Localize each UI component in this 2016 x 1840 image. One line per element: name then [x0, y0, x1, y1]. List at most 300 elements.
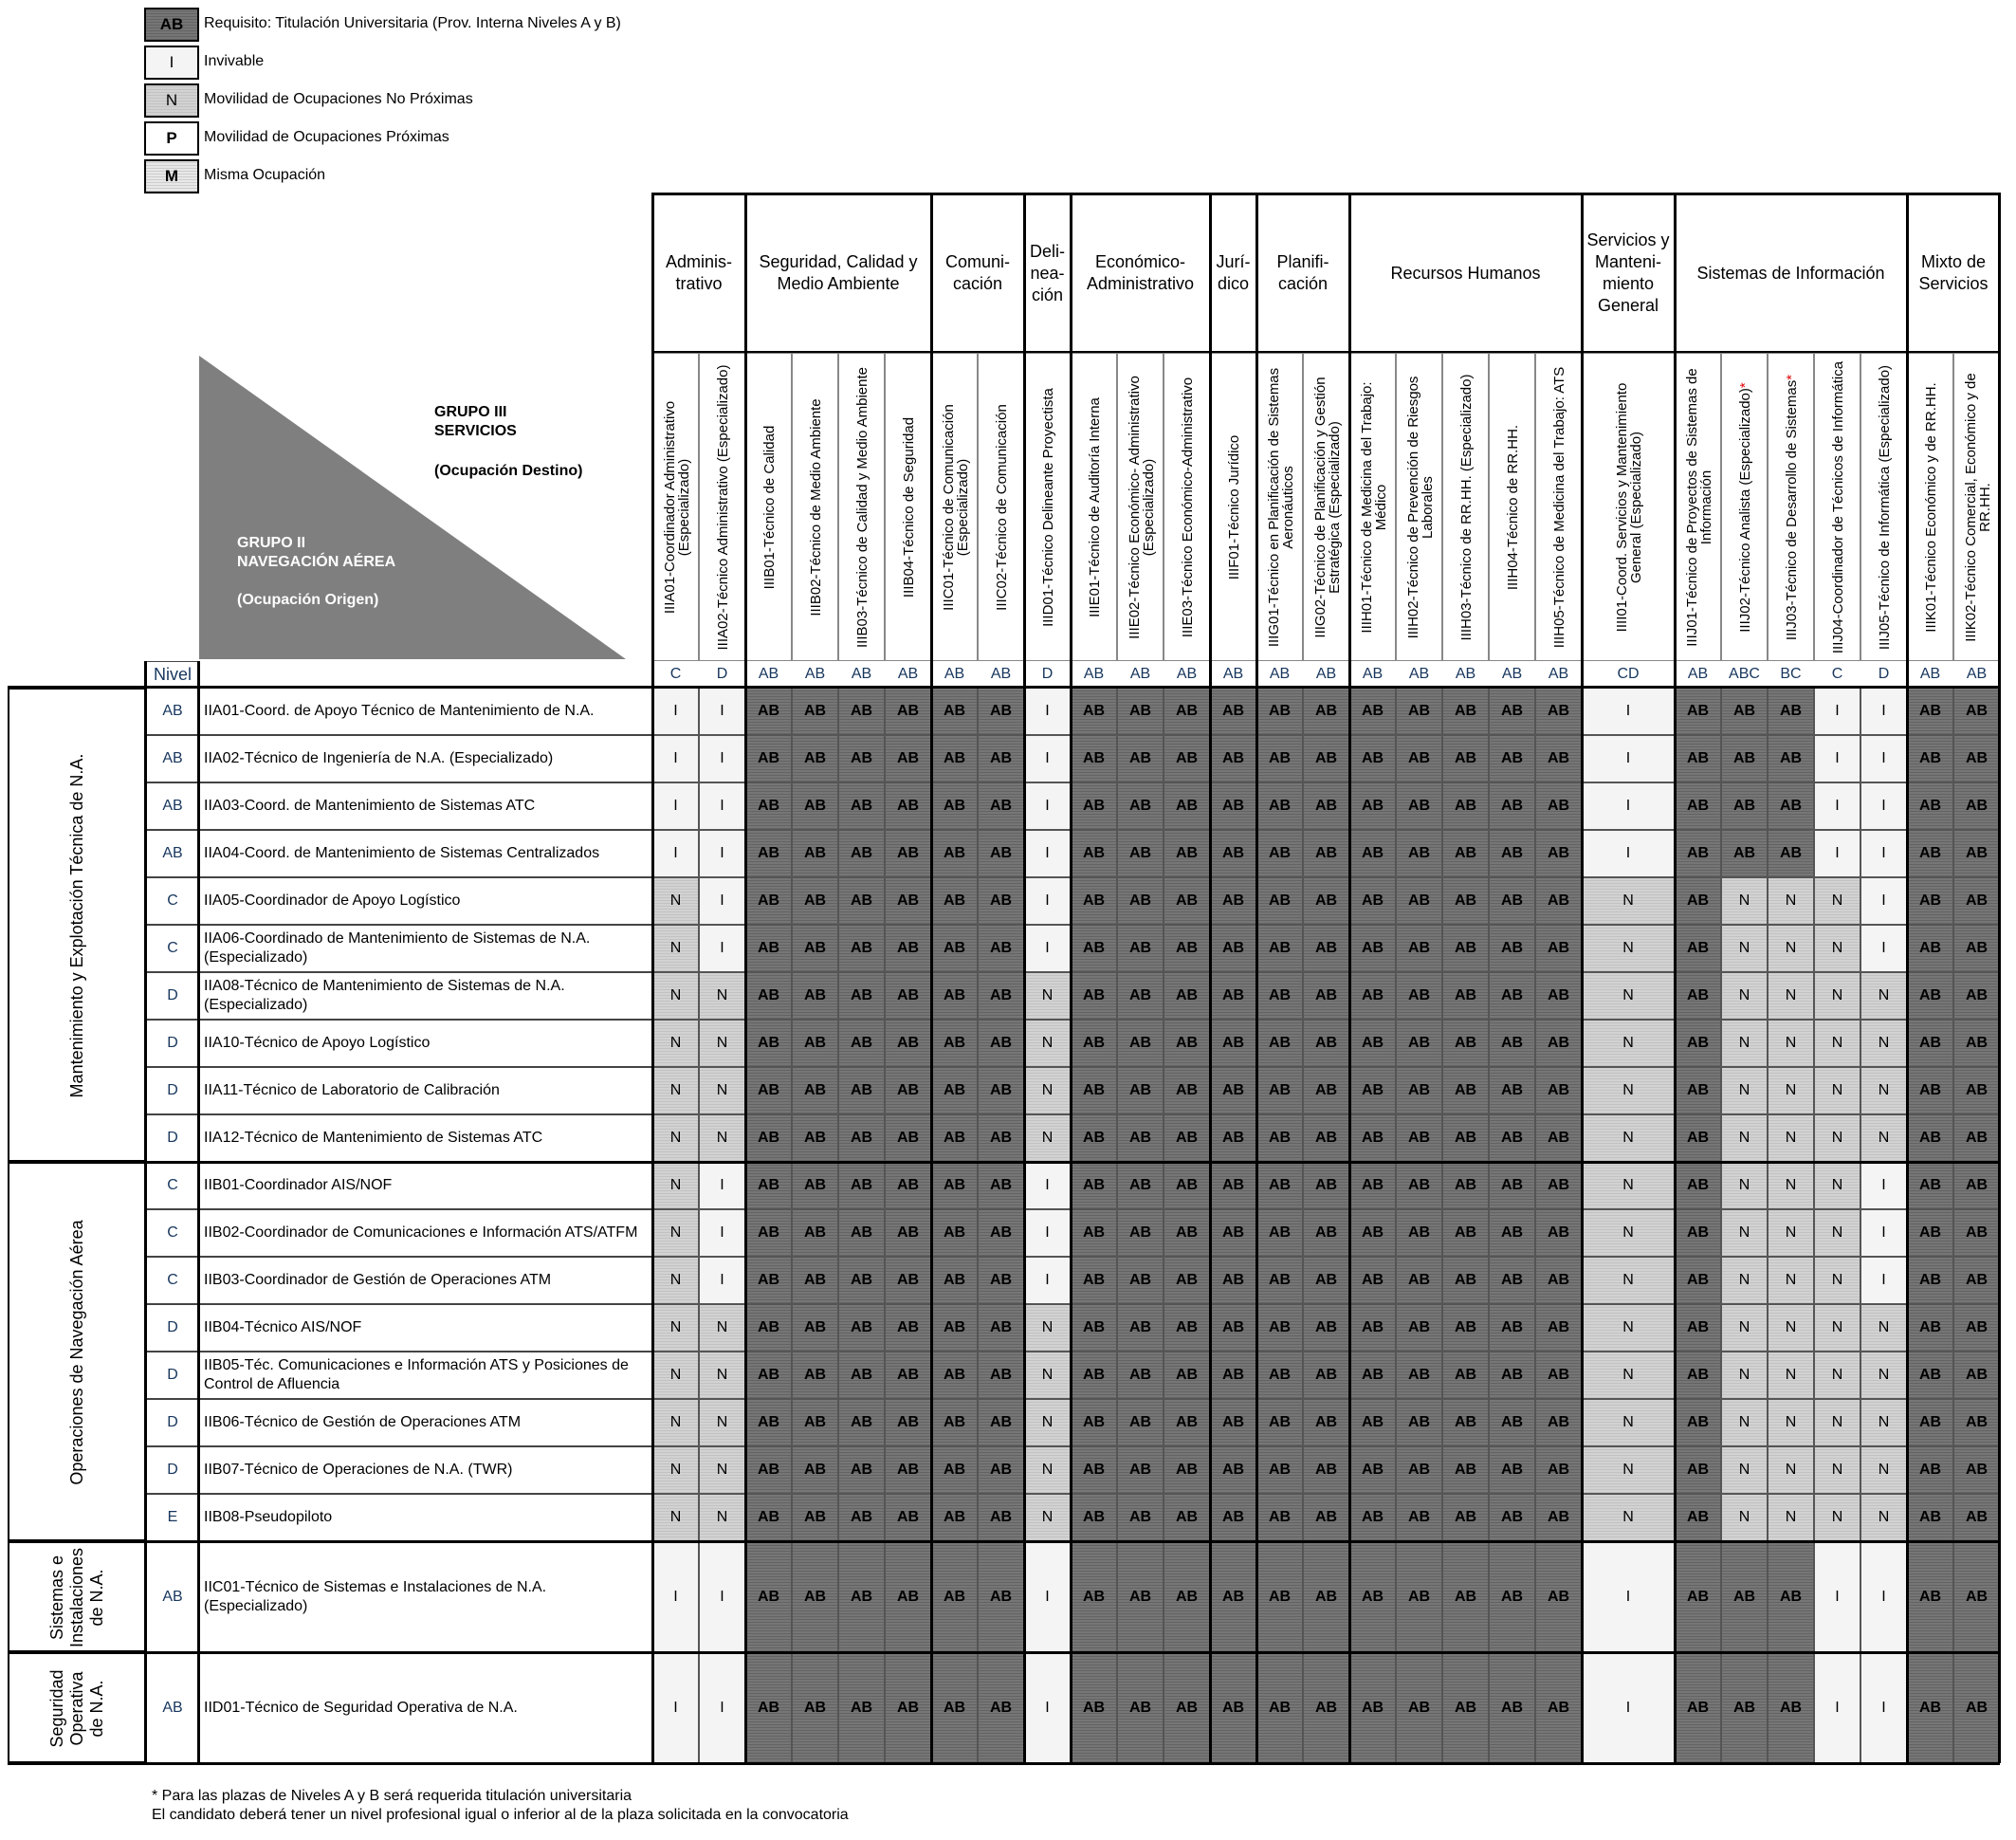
column-level: AB	[1455, 666, 1476, 682]
matrix-cell: AB	[1349, 1209, 1396, 1257]
matrix-cell: AB	[1535, 972, 1582, 1020]
matrix-cell: N	[1814, 1494, 1860, 1541]
matrix-cell: AB	[978, 1541, 1024, 1652]
matrix-cell: N	[1768, 1446, 1814, 1494]
column-level: D	[1878, 666, 1890, 682]
matrix-cell: AB	[1164, 1494, 1210, 1541]
matrix-cell: N	[1814, 972, 1860, 1020]
matrix-cell: AB	[1303, 877, 1349, 925]
table-border	[1998, 193, 2001, 1763]
column-header	[1535, 353, 1582, 661]
row-level: AB	[146, 735, 199, 782]
origin-group-note: (Ocupación Origen)	[237, 592, 379, 608]
matrix-cell: AB	[1349, 1020, 1396, 1067]
legend-swatch: N	[144, 83, 199, 118]
matrix-cell: AB	[838, 1020, 885, 1067]
matrix-cell: AB	[1953, 877, 2000, 925]
matrix-cell: AB	[978, 1399, 1024, 1446]
matrix-cell: AB	[1675, 830, 1721, 877]
matrix-cell: AB	[745, 830, 792, 877]
matrix-cell: AB	[1071, 877, 1117, 925]
matrix-cell: N	[699, 1114, 745, 1162]
matrix-cell: AB	[838, 1399, 885, 1446]
matrix-cell: AB	[1396, 1162, 1442, 1209]
matrix-cell: AB	[1489, 1067, 1535, 1114]
matrix-cell: I	[652, 1652, 699, 1763]
matrix-cell: AB	[1071, 1114, 1117, 1162]
matrix-cell: N	[1860, 1020, 1907, 1067]
matrix-cell: AB	[1303, 1304, 1349, 1352]
matrix-cell: N	[1024, 972, 1071, 1020]
matrix-cell: AB	[1907, 688, 1953, 735]
matrix-cell: N	[1721, 1162, 1768, 1209]
matrix-cell: AB	[838, 1494, 885, 1541]
matrix-cell: AB	[1256, 972, 1303, 1020]
column-header	[1768, 353, 1814, 661]
footnote: El candidato deberá tener un nivel profesional igual o inferior al de la plaza solicitada en la convocatoria	[152, 1807, 849, 1823]
column-header-label: IIIH05-Técnico de Medicina del Trabajo: ATS	[1551, 366, 1567, 649]
matrix-cell: AB	[885, 1067, 931, 1114]
matrix-cell: I	[1814, 1541, 1860, 1652]
matrix-cell: AB	[1164, 1304, 1210, 1352]
matrix-cell: N	[1582, 1257, 1675, 1304]
row-level: AB	[146, 830, 199, 877]
matrix-cell: AB	[1256, 782, 1303, 830]
row-level: C	[146, 1257, 199, 1304]
matrix-cell: AB	[1117, 735, 1164, 782]
table-border	[1906, 193, 1909, 1763]
matrix-cell: AB	[1721, 782, 1768, 830]
matrix-cell: AB	[792, 1352, 838, 1399]
column-header	[1907, 353, 1953, 661]
matrix-cell: AB	[1210, 782, 1256, 830]
matrix-cell: AB	[1675, 1494, 1721, 1541]
matrix-cell: AB	[1675, 782, 1721, 830]
matrix-cell: N	[1721, 972, 1768, 1020]
column-header	[699, 353, 745, 661]
matrix-cell: N	[1721, 1114, 1768, 1162]
matrix-cell: AB	[1210, 1304, 1256, 1352]
matrix-cell: AB	[745, 1209, 792, 1257]
table-border	[1255, 193, 1258, 1763]
matrix-cell: N	[1721, 1257, 1768, 1304]
matrix-cell: AB	[978, 1162, 1024, 1209]
column-header	[1675, 353, 1721, 661]
column-header	[1953, 353, 2000, 661]
column-header-label: IIIA01-Coordinador Administrativo (Especializado)	[661, 400, 692, 615]
matrix-cell: AB	[838, 830, 885, 877]
matrix-cell: AB	[1210, 1652, 1256, 1763]
matrix-cell: AB	[1349, 735, 1396, 782]
row-name: IIA02-Técnico de Ingeniería de N.A. (Especializado)	[199, 735, 652, 782]
column-level: AB	[1966, 666, 1988, 682]
row-level: D	[146, 1067, 199, 1114]
matrix-cell: N	[1860, 1494, 1907, 1541]
column-header	[838, 353, 885, 661]
table-border	[1348, 193, 1351, 1763]
matrix-cell: AB	[1117, 1114, 1164, 1162]
matrix-cell: AB	[1117, 1446, 1164, 1494]
column-header-label: IIIK01-Técnico Económico y de RR.HH.	[1923, 382, 1939, 633]
matrix-cell: AB	[1349, 1114, 1396, 1162]
row-name: IIB07-Técnico de Operaciones de N.A. (TWR)	[199, 1446, 652, 1494]
matrix-cell: AB	[1953, 1067, 2000, 1114]
row-name: IIA06-Coordinado de Mantenimiento de Sistemas de N.A. (Especializado)	[199, 925, 652, 972]
matrix-cell: AB	[1349, 1067, 1396, 1114]
column-header	[1489, 353, 1535, 661]
matrix-cell: AB	[1489, 1446, 1535, 1494]
matrix-cell: N	[699, 1020, 745, 1067]
column-header-label: IIII01-Coord. Servicios y Mantenimiento General (Especializado)	[1614, 382, 1644, 633]
matrix-cell: AB	[1117, 1020, 1164, 1067]
matrix-cell: I	[1860, 1541, 1907, 1652]
column-header	[885, 353, 931, 661]
matrix-cell: AB	[978, 1304, 1024, 1352]
matrix-cell: N	[652, 1304, 699, 1352]
matrix-cell: AB	[1210, 1399, 1256, 1446]
matrix-cell: AB	[1071, 1067, 1117, 1114]
matrix-cell: AB	[931, 1114, 978, 1162]
matrix-cell: AB	[1442, 1541, 1489, 1652]
matrix-cell: AB	[1396, 877, 1442, 925]
matrix-cell: AB	[745, 1399, 792, 1446]
matrix-cell: AB	[792, 1209, 838, 1257]
column-header-label: IIIA02-Técnico Administrativo (Especializado)	[715, 364, 731, 651]
matrix-cell: N	[1024, 1352, 1071, 1399]
column-level: C	[1831, 666, 1843, 682]
matrix-cell: N	[1814, 1162, 1860, 1209]
matrix-cell: AB	[885, 735, 931, 782]
matrix-cell: AB	[1303, 1067, 1349, 1114]
matrix-cell: N	[1814, 1352, 1860, 1399]
matrix-cell: AB	[1210, 1446, 1256, 1494]
matrix-cell: AB	[1396, 1020, 1442, 1067]
matrix-cell: N	[1024, 1067, 1071, 1114]
matrix-cell: N	[1582, 1494, 1675, 1541]
matrix-cell: AB	[1210, 1257, 1256, 1304]
matrix-cell: AB	[978, 782, 1024, 830]
matrix-cell: AB	[838, 782, 885, 830]
asterisk-mark: *	[1784, 374, 1800, 380]
matrix-cell: AB	[931, 782, 978, 830]
matrix-cell: AB	[1349, 1304, 1396, 1352]
column-header-label: IIIJ04-Coordinador de Técnicos de Informática	[1830, 360, 1846, 654]
matrix-cell: N	[1814, 877, 1860, 925]
matrix-cell: AB	[1907, 1652, 1953, 1763]
matrix-cell: N	[652, 877, 699, 925]
matrix-cell: AB	[1117, 1067, 1164, 1114]
matrix-cell: AB	[1396, 1494, 1442, 1541]
matrix-cell: AB	[745, 1304, 792, 1352]
matrix-cell: AB	[1071, 1162, 1117, 1209]
column-header-label: IIIC02-Técnico de Comunicación	[994, 404, 1010, 611]
matrix-cell: AB	[1210, 688, 1256, 735]
matrix-cell: AB	[792, 1114, 838, 1162]
matrix-cell: AB	[1164, 1162, 1210, 1209]
matrix-cell: AB	[838, 735, 885, 782]
matrix-cell: AB	[792, 830, 838, 877]
matrix-cell: AB	[931, 735, 978, 782]
matrix-cell: AB	[1256, 1257, 1303, 1304]
row-level: E	[146, 1494, 199, 1541]
table-border	[1209, 193, 1212, 1763]
row-name: IID01-Técnico de Seguridad Operativa de N.A.	[199, 1652, 652, 1763]
row-group-label: Seguridad Operativa de N.A.	[46, 1669, 106, 1748]
matrix-cell: AB	[1907, 1304, 1953, 1352]
matrix-cell: N	[1814, 1399, 1860, 1446]
matrix-cell: N	[1814, 1446, 1860, 1494]
matrix-cell: AB	[792, 1304, 838, 1352]
matrix-cell: N	[1024, 1020, 1071, 1067]
matrix-cell: AB	[931, 1304, 978, 1352]
matrix-cell: AB	[1535, 830, 1582, 877]
matrix-cell: N	[652, 1446, 699, 1494]
matrix-cell: AB	[1489, 735, 1535, 782]
matrix-cell: AB	[1303, 1352, 1349, 1399]
legend-label: Requisito: Titulación Universitaria (Prov. Interna Niveles A y B)	[204, 15, 621, 31]
matrix-cell: AB	[1442, 1304, 1489, 1352]
matrix-cell: AB	[1164, 1352, 1210, 1399]
matrix-cell: AB	[1117, 688, 1164, 735]
matrix-cell: AB	[1396, 1304, 1442, 1352]
matrix-cell: AB	[1535, 1257, 1582, 1304]
matrix-cell: AB	[1256, 877, 1303, 925]
matrix-cell: AB	[1396, 1652, 1442, 1763]
matrix-cell: AB	[978, 1257, 1024, 1304]
matrix-cell: N	[1024, 1114, 1071, 1162]
matrix-cell: AB	[1535, 1541, 1582, 1652]
matrix-cell: AB	[745, 972, 792, 1020]
matrix-cell: AB	[1489, 1652, 1535, 1763]
matrix-cell: AB	[792, 1067, 838, 1114]
matrix-cell: AB	[1953, 1652, 2000, 1763]
column-header-label: IIIB03-Técnico de Calidad y Medio Ambiente	[854, 367, 871, 648]
matrix-cell: AB	[1256, 925, 1303, 972]
matrix-cell: I	[1024, 925, 1071, 972]
matrix-cell: AB	[1535, 735, 1582, 782]
matrix-cell: AB	[838, 1541, 885, 1652]
matrix-cell: AB	[838, 1209, 885, 1257]
legend-label: Misma Ocupación	[204, 167, 326, 183]
matrix-cell: N	[1024, 1446, 1071, 1494]
matrix-cell: AB	[1303, 972, 1349, 1020]
dest-group-note: (Ocupación Destino)	[434, 463, 583, 479]
row-name: IIA03-Coord. de Mantenimiento de Sistemas ATC	[199, 782, 652, 830]
matrix-cell: AB	[792, 1257, 838, 1304]
matrix-cell: AB	[838, 1114, 885, 1162]
matrix-cell: AB	[978, 1446, 1024, 1494]
matrix-cell: AB	[1349, 688, 1396, 735]
matrix-cell: AB	[1117, 1162, 1164, 1209]
matrix-cell: I	[699, 688, 745, 735]
matrix-cell: AB	[1953, 1257, 2000, 1304]
matrix-cell: N	[1814, 1304, 1860, 1352]
matrix-cell: N	[1814, 1209, 1860, 1257]
matrix-cell: AB	[1349, 1399, 1396, 1446]
column-group-header: Adminis- trativo	[665, 252, 732, 293]
legend-swatch: P	[144, 121, 199, 156]
column-level: D	[1041, 666, 1054, 682]
row-level: AB	[146, 782, 199, 830]
matrix-cell: N	[1582, 1446, 1675, 1494]
matrix-cell: AB	[1907, 1257, 1953, 1304]
matrix-cell: I	[699, 1652, 745, 1763]
matrix-cell: AB	[745, 735, 792, 782]
row-group-label: Operaciones de Navegación Aérea	[66, 1220, 86, 1485]
matrix-cell: AB	[978, 830, 1024, 877]
matrix-cell: AB	[1071, 735, 1117, 782]
matrix-cell: AB	[1907, 1209, 1953, 1257]
matrix-cell: N	[1814, 1067, 1860, 1114]
legend-swatch: M	[144, 159, 199, 193]
matrix-cell: N	[699, 1446, 745, 1494]
column-header-label: IIIH01-Técnico de Medicina del Trabajo: Médico	[1358, 381, 1389, 634]
row-level: D	[146, 1020, 199, 1067]
matrix-cell: AB	[885, 1257, 931, 1304]
matrix-cell: AB	[1256, 1209, 1303, 1257]
matrix-cell: AB	[1535, 1209, 1582, 1257]
matrix-cell: AB	[1675, 688, 1721, 735]
matrix-cell: AB	[838, 1446, 885, 1494]
matrix-cell: N	[1582, 1352, 1675, 1399]
matrix-cell: AB	[1768, 830, 1814, 877]
column-level: ABC	[1729, 666, 1760, 682]
matrix-cell: AB	[1953, 1399, 2000, 1446]
matrix-cell: AB	[1210, 925, 1256, 972]
matrix-cell: I	[1860, 1257, 1907, 1304]
row-level: D	[146, 1114, 199, 1162]
column-header	[1349, 353, 1396, 661]
table-border	[651, 193, 654, 1763]
column-group-header: Sistemas de Información	[1696, 263, 1885, 283]
matrix-cell: AB	[1303, 830, 1349, 877]
matrix-cell: N	[1721, 1399, 1768, 1446]
row-name: IIB06-Técnico de Gestión de Operaciones ATM	[199, 1399, 652, 1446]
matrix-cell: AB	[1442, 1446, 1489, 1494]
matrix-cell: I	[1814, 782, 1860, 830]
matrix-cell: AB	[1675, 1541, 1721, 1652]
matrix-cell: AB	[792, 735, 838, 782]
matrix-cell: AB	[885, 1652, 931, 1763]
matrix-cell: AB	[1071, 972, 1117, 1020]
matrix-cell: AB	[1164, 1114, 1210, 1162]
row-level: D	[146, 1399, 199, 1446]
matrix-cell: I	[699, 782, 745, 830]
matrix-cell: N	[1582, 877, 1675, 925]
matrix-cell: AB	[1442, 925, 1489, 972]
matrix-cell: AB	[885, 972, 931, 1020]
table-border	[144, 661, 147, 1763]
table-border	[8, 1762, 2000, 1765]
column-level: AB	[1083, 666, 1105, 682]
matrix-cell: AB	[792, 972, 838, 1020]
column-header	[1303, 353, 1349, 661]
matrix-cell: AB	[838, 1162, 885, 1209]
matrix-cell: N	[1814, 1257, 1860, 1304]
matrix-cell: AB	[1535, 877, 1582, 925]
matrix-cell: AB	[1535, 1304, 1582, 1352]
column-group-header: Mixto de Servicios	[1918, 252, 1989, 293]
matrix-cell: AB	[1907, 782, 1953, 830]
matrix-cell: AB	[1768, 782, 1814, 830]
legend-label: Invivable	[204, 53, 265, 69]
column-header-label: IIIH03-Técnico de RR.HH. (Especializado)	[1458, 374, 1475, 641]
matrix-cell: AB	[1442, 1652, 1489, 1763]
matrix-cell: AB	[885, 877, 931, 925]
matrix-cell: N	[1582, 1020, 1675, 1067]
matrix-cell: AB	[1164, 1257, 1210, 1304]
matrix-cell: AB	[1071, 688, 1117, 735]
matrix-cell: AB	[1768, 1541, 1814, 1652]
matrix-cell: AB	[1442, 1209, 1489, 1257]
matrix-cell: I	[1860, 830, 1907, 877]
matrix-cell: N	[1024, 1399, 1071, 1446]
matrix-cell: AB	[931, 830, 978, 877]
matrix-cell: I	[652, 688, 699, 735]
column-header	[1117, 353, 1164, 661]
matrix-cell: AB	[1535, 1399, 1582, 1446]
matrix-cell: AB	[1164, 1067, 1210, 1114]
column-group-header: Comuni- cación	[944, 252, 1011, 293]
matrix-cell: AB	[978, 925, 1024, 972]
matrix-cell: AB	[792, 1494, 838, 1541]
column-level: CD	[1617, 666, 1640, 682]
column-header	[931, 353, 978, 661]
matrix-cell: AB	[1442, 1352, 1489, 1399]
matrix-cell: AB	[1535, 688, 1582, 735]
matrix-cell: AB	[1303, 1399, 1349, 1446]
matrix-cell: AB	[1164, 1399, 1210, 1446]
matrix-cell: AB	[1675, 1652, 1721, 1763]
matrix-cell: AB	[1489, 1494, 1535, 1541]
matrix-cell: AB	[1953, 1494, 2000, 1541]
matrix-cell: AB	[1768, 1652, 1814, 1763]
row-name: IIB02-Coordinador de Comunicaciones e Información ATS/ATFM	[199, 1209, 652, 1257]
matrix-cell: AB	[1535, 1446, 1582, 1494]
matrix-cell: I	[1024, 1541, 1071, 1652]
matrix-cell: AB	[792, 1399, 838, 1446]
legend-label: Movilidad de Ocupaciones Próximas	[204, 129, 449, 145]
matrix-cell: AB	[1210, 1114, 1256, 1162]
matrix-cell: AB	[1442, 1494, 1489, 1541]
matrix-cell: I	[1860, 735, 1907, 782]
matrix-cell: I	[699, 877, 745, 925]
matrix-cell: AB	[1535, 782, 1582, 830]
column-header	[1860, 353, 1907, 661]
matrix-cell: N	[1814, 1020, 1860, 1067]
matrix-cell: AB	[1396, 925, 1442, 972]
matrix-cell: AB	[931, 1209, 978, 1257]
matrix-cell: AB	[885, 1541, 931, 1652]
matrix-cell: AB	[1303, 782, 1349, 830]
matrix-cell: AB	[1164, 877, 1210, 925]
matrix-cell: AB	[1117, 1209, 1164, 1257]
matrix-cell: AB	[1210, 877, 1256, 925]
matrix-cell: AB	[1768, 688, 1814, 735]
row-level: D	[146, 1304, 199, 1352]
column-level: AB	[758, 666, 779, 682]
matrix-cell: N	[699, 1399, 745, 1446]
matrix-cell: AB	[1210, 972, 1256, 1020]
matrix-cell: AB	[1535, 1067, 1582, 1114]
matrix-cell: AB	[1164, 782, 1210, 830]
column-level: AB	[1269, 666, 1291, 682]
column-header-label: IIIK02-Técnico Comercial, Económico y de RR.HH.	[1962, 373, 1993, 642]
matrix-cell: N	[1582, 972, 1675, 1020]
column-level: AB	[1176, 666, 1198, 682]
matrix-cell: AB	[931, 1162, 978, 1209]
row-name: IIC01-Técnico de Sistemas e Instalaciones de N.A. (Especializado)	[199, 1541, 652, 1652]
